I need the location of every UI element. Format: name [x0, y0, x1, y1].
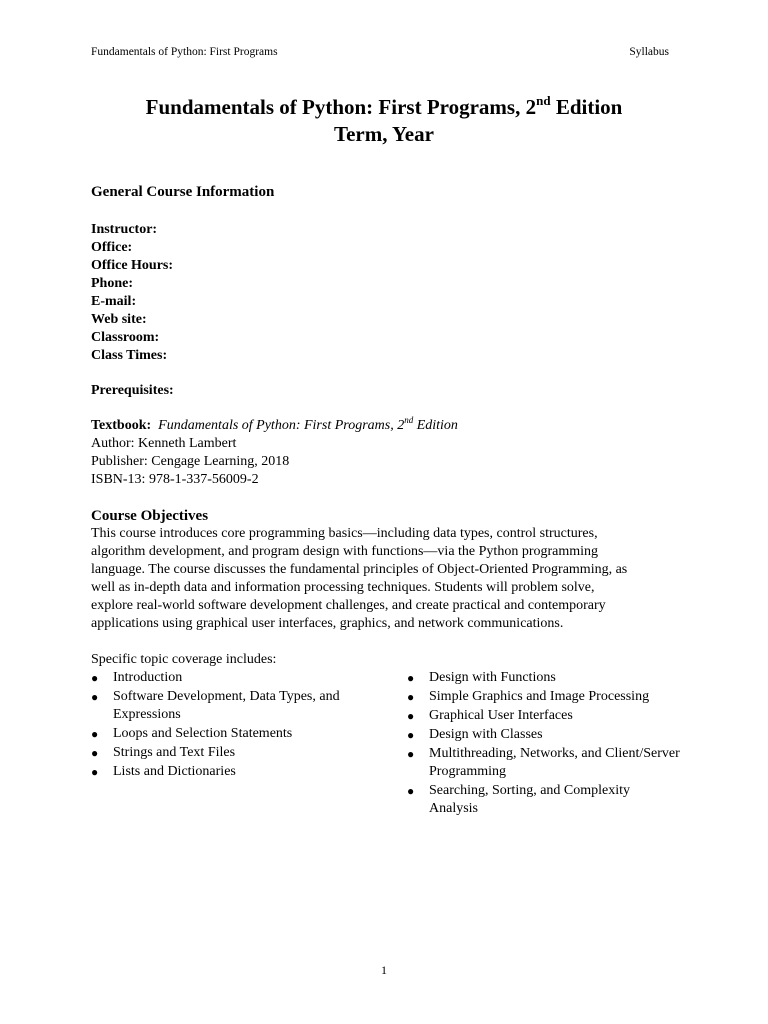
objectives-line-4: well as in-depth data and information processing techniques. Students will problem solve, [91, 580, 595, 595]
textbook-publisher: Publisher: Cengage Learning, 2018 [91, 454, 290, 469]
bullet-icon: ● [407, 671, 415, 685]
textbook-label: Textbook: [91, 418, 152, 433]
objectives-line-2: algorithm development, and program design with functions—via the Python programming [91, 544, 599, 559]
topic-item [91, 725, 381, 743]
field-classroom: Classroom: [91, 330, 160, 345]
objectives-line-1: This course introduces core programming basics—including data types, control structures, [91, 526, 598, 541]
bullet-icon: ● [91, 727, 99, 741]
title-main: Fundamentals of Python: First Programs, 2 [145, 95, 537, 119]
topic-label: Simple Graphics and Image Processing [429, 689, 650, 704]
prerequisites-label: Prerequisites: [91, 383, 174, 398]
field-office-hours: Office Hours: [91, 258, 174, 273]
topic-label: Loops and Selection Statements [113, 726, 293, 741]
topic-label: Introduction [113, 670, 183, 685]
textbook-line [91, 417, 681, 435]
textbook-title [158, 415, 458, 433]
title-line-1 [0, 94, 768, 121]
objectives-line-6: applications using graphical user interfaces, graphics, and network communications. [91, 616, 564, 631]
title-edition: Edition [550, 95, 623, 119]
topics-intro-block [91, 651, 681, 669]
topic-item [91, 669, 381, 687]
textbook-isbn: ISBN-13: 978-1-337-56009-2 [91, 472, 259, 487]
topic-item [407, 707, 681, 725]
course-fields [91, 221, 681, 365]
bullet-icon: ● [407, 747, 415, 761]
topic-item [407, 782, 681, 818]
topics-right-column [407, 669, 681, 819]
topic-label: Multithreading, Networks, and Client/Server Programming [429, 746, 680, 779]
topic-item [407, 669, 681, 687]
textbook-title-edition: Edition [413, 418, 458, 433]
bullet-icon: ● [91, 690, 99, 704]
page-number: 1 [381, 963, 387, 977]
topic-label: Design with Classes [429, 727, 543, 742]
objectives-section [91, 507, 681, 633]
general-info-section [91, 183, 681, 201]
general-info-heading: General Course Information [91, 184, 275, 200]
topic-item [407, 726, 681, 744]
field-office: Office: [91, 240, 133, 255]
textbook-author: Author: Kenneth Lambert [91, 436, 237, 451]
topics-intro: Specific topic coverage includes: [91, 652, 277, 667]
bullet-icon: ● [407, 784, 415, 798]
document-title [0, 94, 768, 148]
field-email: E-mail: [91, 294, 137, 309]
topic-item [91, 763, 381, 781]
topic-label: Strings and Text Files [113, 745, 236, 760]
topic-label: Design with Functions [429, 670, 556, 685]
bullet-icon: ● [407, 709, 415, 723]
field-instructor: Instructor: [91, 222, 158, 237]
objectives-line-3: language. The course discusses the fundamental principles of Object-Oriented Programming, as [91, 562, 628, 577]
bullet-icon: ● [91, 671, 99, 685]
textbook-title-main: Fundamentals of Python: First Programs, 2 [158, 418, 405, 433]
textbook-section [91, 417, 681, 489]
bullet-icon: ● [407, 728, 415, 742]
objectives-line-5: explore real-world software development challenges, and create practical and contemporary [91, 598, 606, 613]
topic-label: Software Development, Data Types, and Expressions [113, 689, 340, 722]
title-line-2: Term, Year [334, 122, 434, 146]
topics-left-column [91, 669, 381, 782]
title-superscript: nd [536, 93, 551, 108]
topic-label: Searching, Sorting, and Complexity Analysis [429, 783, 631, 816]
topic-label: Lists and Dictionaries [113, 764, 236, 779]
field-class-times: Class Times: [91, 348, 168, 363]
prerequisites-section [91, 382, 681, 400]
header-course-title: Fundamentals of Python: First Programs [91, 46, 278, 58]
field-phone: Phone: [91, 276, 133, 291]
topic-item [91, 744, 381, 762]
topic-label: Graphical User Interfaces [429, 708, 573, 723]
bullet-icon: ● [407, 690, 415, 704]
bullet-icon: ● [91, 765, 99, 779]
field-website: Web site: [91, 312, 147, 327]
header-doc-type: Syllabus [629, 46, 669, 58]
bullet-icon: ● [91, 746, 99, 760]
topic-item [407, 688, 681, 706]
objectives-heading: Course Objectives [91, 508, 209, 524]
topic-item [91, 688, 381, 724]
topic-item [407, 745, 681, 781]
running-header [91, 45, 669, 59]
textbook-title-superscript: nd [404, 415, 414, 425]
